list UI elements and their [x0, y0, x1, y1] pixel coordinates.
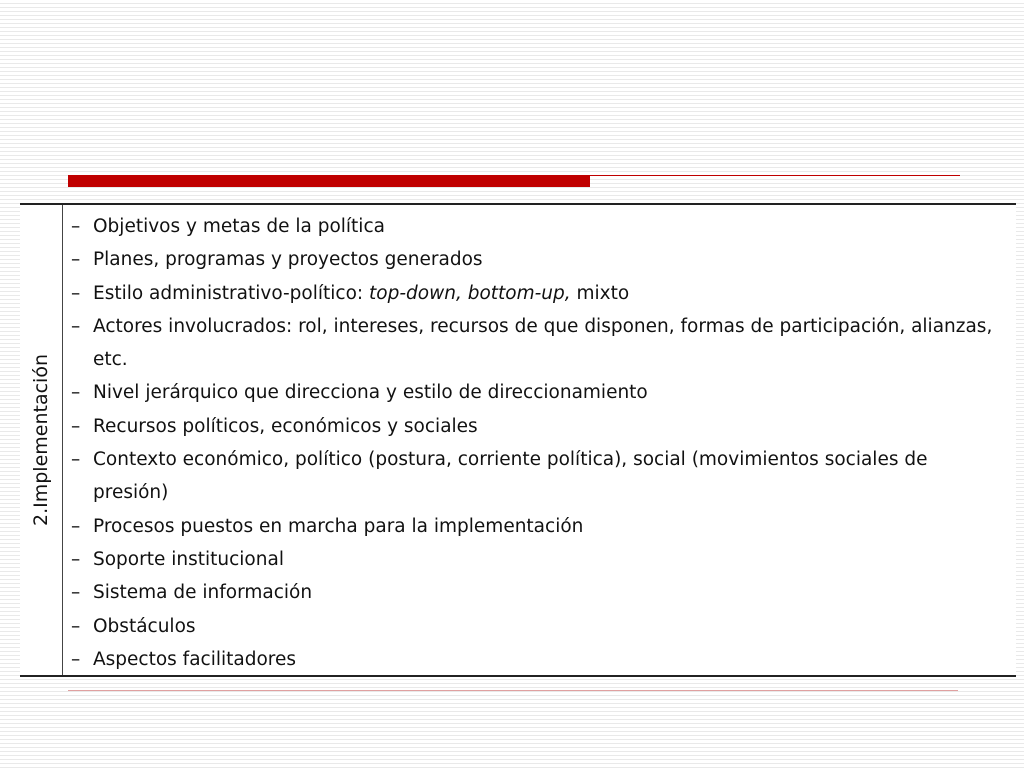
list-item — [71, 210, 1006, 243]
item-text: Aspectos facilitadores — [93, 648, 296, 670]
list-item — [71, 310, 1006, 377]
item-text-after: mixto — [570, 282, 630, 304]
list-item — [71, 576, 1006, 609]
item-italic-text: top-down, bottom-up, — [369, 282, 571, 304]
list-item — [71, 643, 1006, 676]
item-text: Objetivos y metas de la política — [93, 216, 385, 237]
item-text: Obstáculos — [93, 615, 196, 637]
dash: – — [71, 582, 81, 604]
item-text: Nivel jerárquico que direcciona y estilo de direccionamiento — [93, 382, 648, 404]
list-item — [71, 510, 1006, 543]
list-item — [71, 243, 1006, 276]
item-text: Planes, programas y proyectos generados — [93, 249, 483, 271]
dash: – — [71, 315, 81, 337]
dash: – — [71, 548, 81, 570]
dash: – — [71, 382, 81, 404]
item-text: Actores involucrados: rol, intereses, recursos de que disponen, formas de participación, alianzas, etc. — [93, 315, 993, 371]
list-item — [71, 443, 1006, 510]
list-item — [71, 410, 1006, 443]
accent-band-thick — [68, 175, 590, 187]
item-text: Soporte institucional — [93, 548, 284, 570]
dash: – — [71, 249, 81, 271]
dash: – — [71, 415, 81, 437]
list-item — [71, 277, 1006, 310]
dash: – — [71, 216, 81, 237]
dash: – — [71, 615, 81, 637]
item-text: Procesos puestos en marcha para la implementación — [93, 515, 584, 537]
row-label: 2.Implementación — [30, 354, 52, 526]
item-text: Contexto económico, político (postura, corriente política), social (movimientos sociales de presión) — [93, 449, 928, 504]
dash: – — [71, 648, 81, 670]
list-item — [71, 610, 1006, 643]
dash: – — [71, 282, 81, 304]
list-item — [71, 376, 1006, 409]
bottom-rule — [68, 690, 958, 691]
accent-band-thin — [590, 175, 960, 176]
item-list — [71, 210, 1006, 676]
list-item — [71, 543, 1006, 576]
dash: – — [71, 515, 81, 537]
item-text: Recursos políticos, económicos y sociales — [93, 415, 478, 437]
item-text: Estilo administrativo-político: — [93, 282, 370, 304]
dash: – — [71, 449, 81, 471]
row-label-cell — [20, 205, 63, 675]
item-text: Sistema de información — [93, 582, 313, 604]
implementation-table — [20, 203, 1016, 677]
